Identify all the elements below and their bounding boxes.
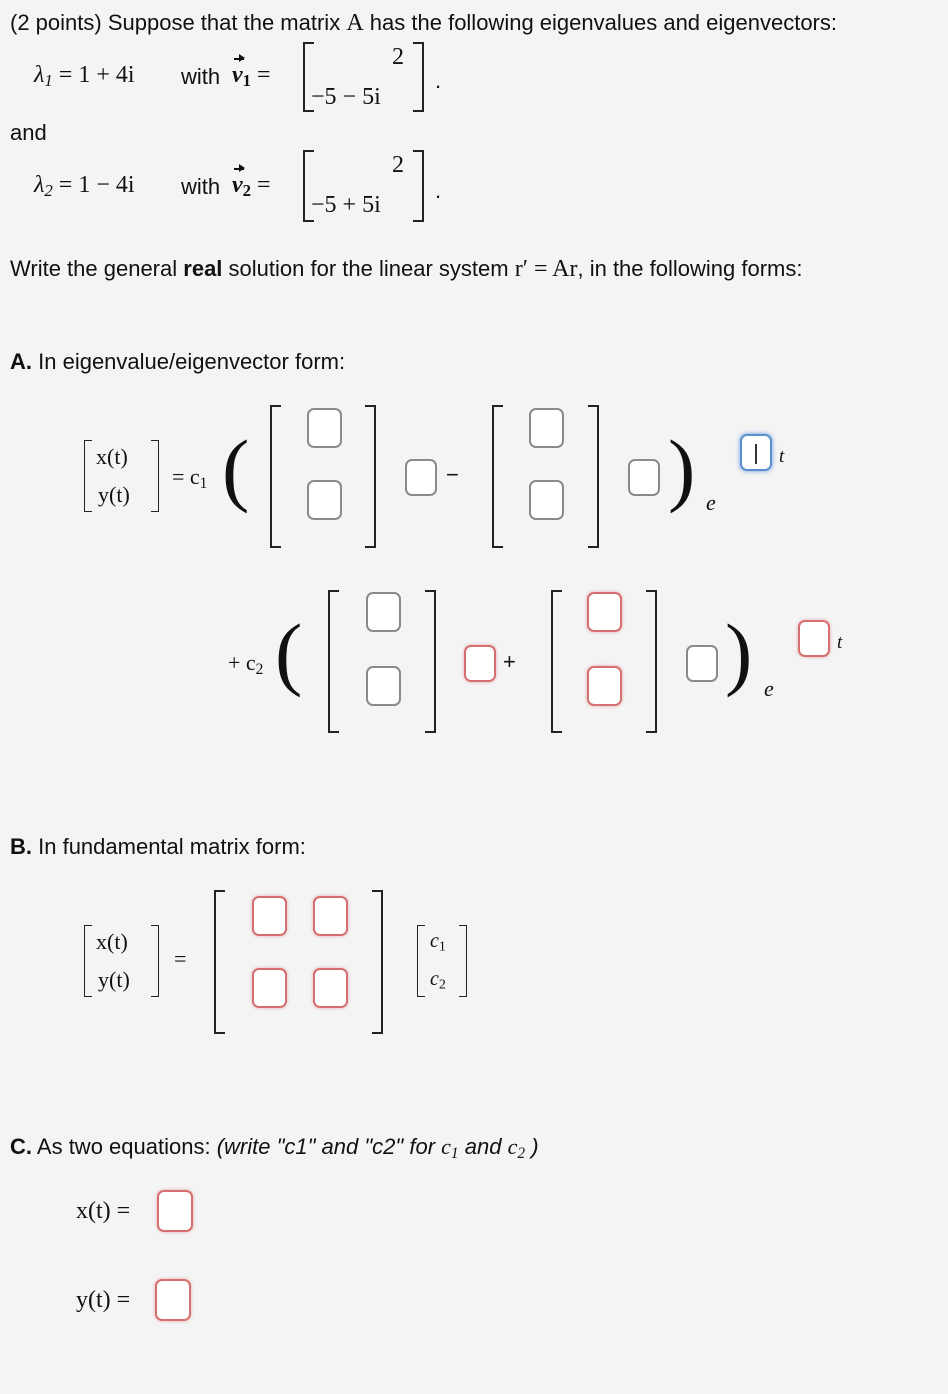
a2-vec1-top-input[interactable] bbox=[366, 592, 401, 632]
part-c-heading: C. As two equations: (write "c1" and "c2" for $c_1$ and $c_2$ ) bbox=[10, 1134, 539, 1162]
a2b-bracket-right bbox=[646, 590, 657, 733]
a2-vec2-top-input[interactable] bbox=[587, 592, 622, 632]
b-xy-bracket-left bbox=[84, 925, 92, 997]
a1-vec2-bottom-input[interactable] bbox=[529, 480, 564, 520]
v2-bracket-right bbox=[413, 150, 424, 222]
a1b-bracket-right bbox=[588, 405, 599, 548]
b-m12-input[interactable] bbox=[313, 896, 348, 936]
instruction-text: Write the general real solution for the linear system r′ = Ar, in the following forms: bbox=[10, 256, 803, 282]
a2-exponent-input[interactable] bbox=[798, 620, 830, 657]
c-x-label: x(t) = bbox=[76, 1198, 131, 1224]
b-m22-input[interactable] bbox=[313, 968, 348, 1008]
a-paren-right: ) bbox=[668, 423, 696, 514]
a1-exponent-input[interactable] bbox=[740, 434, 772, 471]
a2-paren-left: ( bbox=[275, 607, 303, 698]
v1-bottom: −5 − 5i bbox=[311, 84, 381, 110]
a2-paren-right: ) bbox=[725, 607, 753, 698]
a2-vec1-bottom-input[interactable] bbox=[366, 666, 401, 706]
c-x-input[interactable] bbox=[157, 1190, 193, 1232]
a1-t: t bbox=[779, 446, 785, 467]
problem-statement: (2 points) Suppose that the matrix A has the following eigenvalues and eigenvectors: bbox=[10, 10, 837, 36]
a1-vec1-top-input[interactable] bbox=[307, 408, 342, 448]
a2-plus: + bbox=[503, 649, 516, 674]
b-y-label: y(t) bbox=[98, 967, 130, 992]
a2-t: t bbox=[837, 632, 843, 653]
a-xy-bracket-left bbox=[84, 440, 92, 512]
c-y-label: y(t) = bbox=[76, 1287, 131, 1313]
a2-vec2-bottom-input[interactable] bbox=[587, 666, 622, 706]
a2-bracket-right bbox=[425, 590, 436, 733]
b-c1-label: $c_1$ bbox=[430, 930, 446, 955]
a-c1-label: = $c_1$ bbox=[172, 464, 208, 492]
a-y-label: y(t) bbox=[98, 482, 130, 507]
b-equals: = bbox=[174, 946, 187, 971]
b-c2-label: $c_2$ bbox=[430, 968, 446, 993]
a1-minus: − bbox=[446, 462, 459, 487]
matrix-symbol: A bbox=[346, 10, 364, 36]
v1-symbol: $v_1$ = bbox=[232, 62, 271, 91]
a1-vec2-top-input[interactable] bbox=[529, 408, 564, 448]
v1-bracket-right bbox=[413, 42, 424, 112]
b-m11-input[interactable] bbox=[252, 896, 287, 936]
a2-e: e bbox=[764, 676, 774, 701]
a1-bracket-right bbox=[365, 405, 376, 548]
a1-e: e bbox=[706, 490, 716, 515]
b-matrix-bracket-right bbox=[372, 890, 383, 1034]
c-y-input[interactable] bbox=[155, 1279, 191, 1321]
b-m21-input[interactable] bbox=[252, 968, 287, 1008]
a1-func2-input[interactable] bbox=[628, 459, 660, 496]
a2b-bracket-left bbox=[551, 590, 562, 733]
b-c-bracket-right bbox=[459, 925, 467, 997]
system-equation: r′ = Ar bbox=[514, 256, 578, 282]
b-xy-bracket-right bbox=[151, 925, 159, 997]
v2-period: . bbox=[435, 178, 442, 203]
b-x-label: x(t) bbox=[96, 929, 128, 954]
v2-bottom: −5 + 5i bbox=[311, 192, 381, 218]
lambda1-with: with bbox=[181, 64, 221, 89]
lambda2-with: with bbox=[181, 174, 221, 199]
part-a-heading: A. In eigenvalue/eigenvector form: bbox=[10, 349, 346, 374]
a1b-bracket-left bbox=[492, 405, 503, 548]
a-c2-label: + $c_2$ bbox=[228, 650, 264, 678]
v2-top: 2 bbox=[392, 152, 404, 178]
a1-vec1-bottom-input[interactable] bbox=[307, 480, 342, 520]
a-xy-bracket-right bbox=[151, 440, 159, 512]
part-b-heading: B. In fundamental matrix form: bbox=[10, 834, 306, 859]
lambda2-line: $\lambda_2 = 1 - 4i$ bbox=[34, 172, 135, 201]
and-text: and bbox=[10, 120, 47, 145]
v1-period: . bbox=[435, 68, 442, 93]
a2-func1-input[interactable] bbox=[464, 645, 496, 682]
a1-bracket-left bbox=[270, 405, 281, 548]
a2-func2-input[interactable] bbox=[686, 645, 718, 682]
text-cursor bbox=[755, 444, 757, 464]
a-paren-left: ( bbox=[222, 423, 250, 514]
v2-symbol: $v_2$ = bbox=[232, 172, 271, 201]
b-c-bracket-left bbox=[417, 925, 425, 997]
b-matrix-bracket-left bbox=[214, 890, 225, 1034]
a2-bracket-left bbox=[328, 590, 339, 733]
v1-top: 2 bbox=[392, 44, 404, 70]
a-x-label: x(t) bbox=[96, 444, 128, 469]
lambda1-line: $\lambda_1 = 1 + 4i$ bbox=[34, 62, 135, 91]
a1-func1-input[interactable] bbox=[405, 459, 437, 496]
